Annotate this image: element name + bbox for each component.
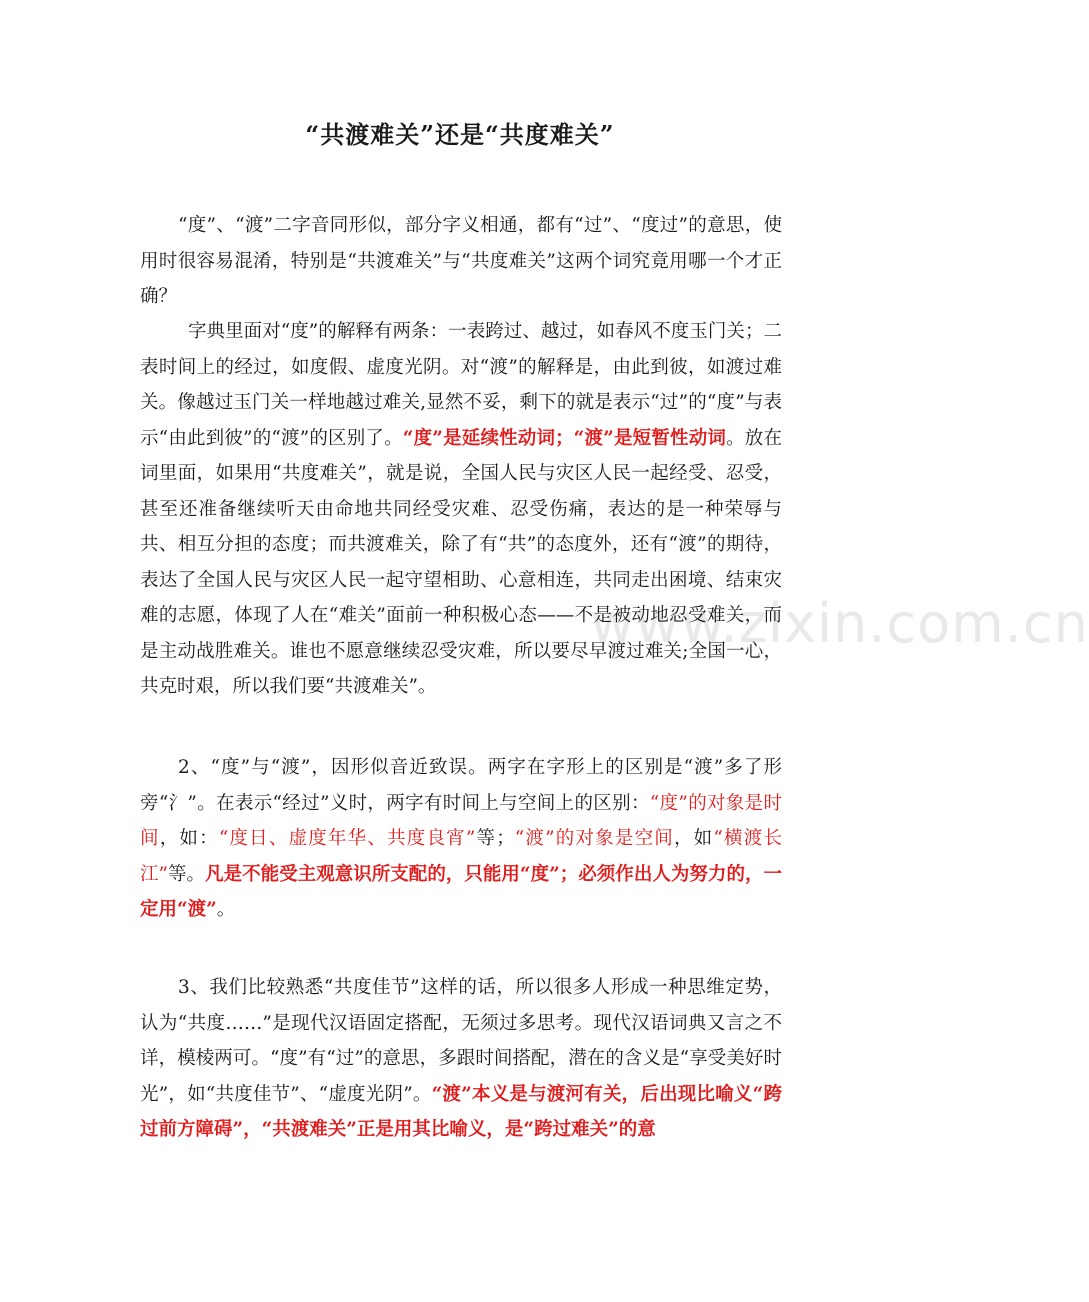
p3-text-c: 等；: [475, 828, 515, 849]
p3-highlight-4: “横渡长江”: [140, 828, 782, 885]
p4-text-a: 3、我们比较熟悉“共度佳节”这样的话，所以很多人形成一种思维定势，认为“共度……”是现代汉语固定搭配，无须过多思考。现代汉语词典又言之不详，模棱两可。“度”有“过”的意思，多跟时间搭配，潜在的含义是“享受美好时光”，如“共度佳节”、“虚度光阴”。: [140, 977, 782, 1105]
p3-highlight-1: “度”的对象是时间: [140, 792, 782, 849]
p2-highlight: “度”是延续性动词；“渡”是短暂性动词: [402, 427, 727, 449]
paragraph-2: [140, 314, 782, 705]
p3-text-f: 。: [216, 899, 236, 920]
p3-text-d: ，如: [673, 828, 714, 849]
p3-text-a: 2、“度”与“渡”，因形似音近致误。两字在字形上的区别是“渡”多了形旁“氵”。在表示“经过”义时，两字有时间上与空间上的区别：: [140, 757, 782, 814]
watermark: www.zixin.com.cn: [590, 592, 1089, 655]
paragraph-2-text: [140, 314, 782, 705]
p3-text-b: ，如：: [159, 828, 219, 849]
paragraph-4-text: [140, 970, 782, 1148]
paragraph-1: [140, 208, 782, 315]
p3-text-e: 等。: [167, 863, 206, 885]
paragraph-1-text: “度”、“渡”二字音同形似，部分字义相通，都有“过”、“度过”的意思，使用时很容易混淆，特别是“共渡难关”与“共度难关”这两个词究竟用哪一个才正确？: [140, 215, 782, 307]
paragraph-3: [140, 750, 782, 928]
p3-highlight-2: “度日、虚度年华、共度良宵”: [218, 828, 476, 849]
document-title: “共渡难关”还是“共度难关”: [305, 120, 615, 149]
p4-highlight: “渡”本义是与渡河有关，后出现比喻义“跨过前方障碍”，“共渡难关”正是用其比喻义，是“跨过难关”的意: [140, 1083, 782, 1140]
paragraph-4: [140, 970, 782, 1148]
p3-highlight-3: “渡”的对象是空间: [514, 828, 674, 849]
paragraph-3-text: [140, 750, 782, 928]
p2-text-a: 字典里面对“度”的解释有两条：一表跨过、越过，如春风不度玉门关；二表时间上的经过，如度假、虚度光阴。对“渡”的解释是，由此到彼，如渡过难关。像越过玉门关一样地越过难关,显然不妥，剩下的就是表示“过”的“度”与表示“由此到彼”的“渡”的区别了。: [140, 321, 782, 449]
p3-highlight-5: 凡是不能受主观意识所支配的，只能用“度”；必须作出人为努力的，一定用“渡”: [140, 863, 782, 920]
p2-text-b: 。放在词里面，如果用“共度难关”，就是说，全国人民与灾区人民一起经受、忍受，甚至还准备继续听天由命地共同经受灾难、忍受伤痛，表达的是一种荣辱与共、相互分担的态度；而共渡难关，除了有“共”的态度外，还有“渡”的期待，表达了全国人民与灾区人民一起守望相助、心意相连，共同走出困境、结束灾难的志愿，体现了人在“难关”面前一种积极心态——不是被动地忍受难关，而是主动战胜难关。谁也不愿意继续忍受灾难，所以要尽早渡过难关;全国一心，共克时艰，所以我们要“共渡难关”。: [140, 427, 782, 697]
